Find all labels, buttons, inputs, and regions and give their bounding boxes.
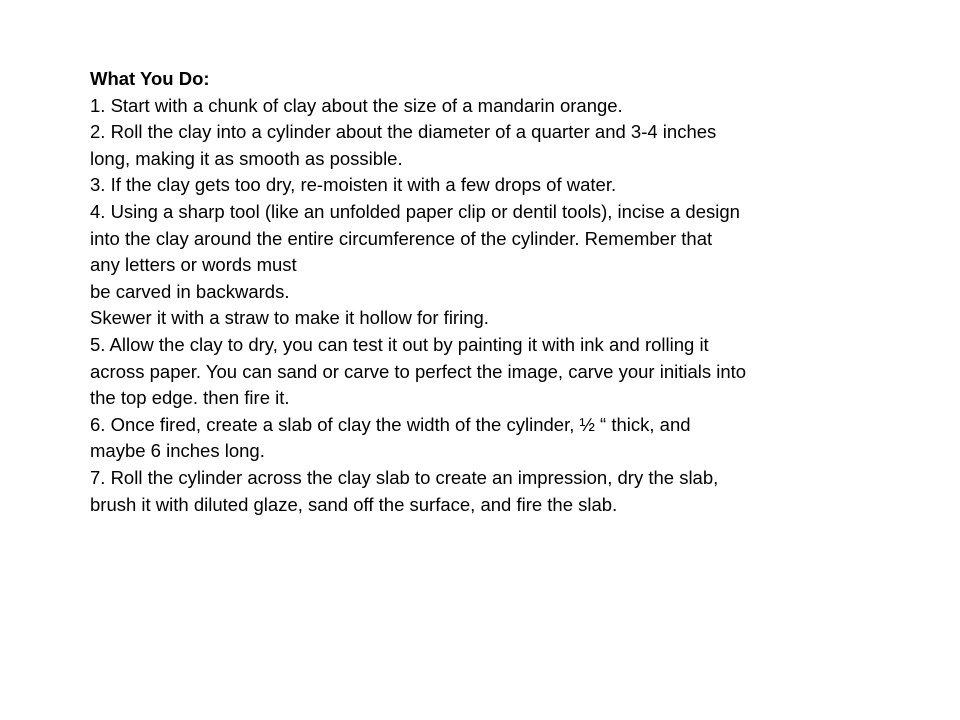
- step-4-line-continued: any letters or words must: [90, 254, 297, 276]
- skewer-line: Skewer it with a straw to make it hollow for firing.: [90, 307, 489, 329]
- step-2-line: 2. Roll the clay into a cylinder about the diameter of a quarter and 3-4 inches: [90, 121, 717, 143]
- step-4-line-continued: into the clay around the entire circumference of the cylinder. Remember that: [90, 227, 713, 249]
- step-4-line: 4. Using a sharp tool (like an unfolded paper clip or dentil tools), incise a design: [90, 200, 740, 222]
- step-2-line-continued: long, making it as smooth as possible.: [90, 147, 403, 169]
- step-5-line: 5. Allow the clay to dry, you can test it out by painting it with ink and rolling it: [90, 333, 709, 355]
- step-5-line-continued: the top edge. then fire it.: [90, 387, 290, 409]
- step-5-line-continued: across paper. You can sand or carve to perfect the image, carve your initials into: [90, 360, 747, 382]
- step-6-line: 6. Once fired, create a slab of clay the width of the cylinder, ½ “ thick, and: [90, 413, 691, 435]
- instructions-text-block: [90, 66, 880, 518]
- step-3-line: 3. If the clay gets too dry, re-moisten it with a few drops of water.: [90, 174, 617, 196]
- step-1-line: 1. Start with a chunk of clay about the size of a mandarin orange.: [90, 94, 623, 116]
- step-4-line-continued: be carved in backwards.: [90, 280, 290, 302]
- step-7-line: 7. Roll the cylinder across the clay slab to create an impression, dry the slab,: [90, 466, 719, 488]
- instructions-heading: What You Do:: [90, 68, 210, 89]
- step-7-line-continued: brush it with diluted glaze, sand off the surface, and fire the slab.: [90, 493, 618, 515]
- step-6-line-continued: maybe 6 inches long.: [90, 440, 265, 462]
